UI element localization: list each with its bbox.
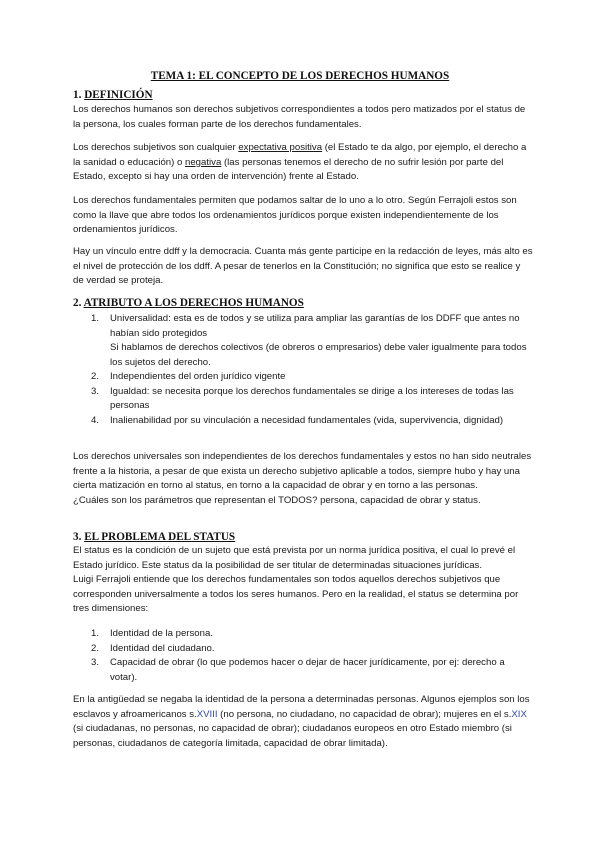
section-number: 2. [73,297,82,309]
status-dimensions-list [73,627,533,685]
section-title: ATRIBUTO A LOS DERECHOS HUMANOS [83,297,304,309]
section-heading-definicion [73,88,153,103]
section-number: 1. [73,89,82,101]
section-title: DEFINICIÓN [84,89,153,101]
paragraph: El status es la condición de un sujeto que está prevista por un norma jurídica positiva, el cual lo prevé el Estado jurídico. Este status da la posibilidad de ser titular de determinadas situaciones jurídicas. Luigi Ferrajoli entiende que los derechos fundamentales son todos aquellos derechos subjetivos que corresponden universalmente a todos los seres humanos. Pero en la realidad, el status se determina por tres dimensiones: [73,545,519,614]
paragraph: Los derechos fundamentales permiten que podamos saltar de lo uno a lo otro. Según Ferrajoli estos son como la llave que abre todos los ordenamientos jurídicos porque existen independientemente de los ordenamientos jurídicos. [73,195,517,235]
paragraph: Los derechos humanos son derechos subjetivos correspondientes a todos pero matizados por el status de la persona, los cuales forman parte de los derechos fundamentales. [73,104,526,130]
century-numeral: XIX [511,708,527,720]
list-item: 3. Capacidad de obrar (lo que podemos hacer o dejar de hacer jurídicamente, por ej: derecho a votar). [91,657,505,683]
paragraph: Los derechos universales son independientes de los derechos fundamentales y estos no han sido neutrales frente a la historia, a pesar de que exista un derecho subjetivo aplicable a todos, siempre hubo y hay una cierta matización en torno al status, en torno a la capacidad de obrar y en torno a las personas. ¿Cuáles son los parámetros que representan el TODOS? persona, capacidad de obrar y status. [73,451,532,506]
list-item: 4. Inalienabilidad por su vinculación a necesidad fundamentales (vida, supervivencia, dignidad) [91,414,504,426]
underlined-term: expectativa positiva [238,142,323,153]
attribute-list [73,312,533,428]
century-numeral: XVIII [196,708,218,720]
page-title: TEMA 1: EL CONCEPTO DE LOS DERECHOS HUMANOS [150,70,450,82]
list-item: 2. Identidad del ciudadano. [91,642,215,654]
list-item: 3. Igualdad: se necesita porque los derechos fundamentales se dirige a los intereses de todas las personas [91,385,514,411]
paragraph: En la antigüedad se negaba la identidad de la persona a determinadas personas. Algunos ejemplos son los esclavos y afroamericanos s.XVIII (no persona, no ciudadano, no capacidad de obrar); mujeres en el s.XIX (si ciudadanas, no personas, no capacidad de obrar); ciudadanos europeos en otro Estado miembro (si personas, ciudadanos de categoría limitada, capacidad de obrar limitada). [73,694,530,749]
section-number: 3. [73,531,82,543]
list-item: 1. Universalidad: esta es de todos y se utiliza para ampliar las garantías de los DDFF que antes no habían sido protegidos Si hablamos de derechos colectivos (de obreros o empresarios) debe valer igualmente para todos los sujetos del derecho. [91,313,527,368]
section-title: EL PROBLEMA DEL STATUS [84,531,236,543]
list-item: 2. Independientes del orden jurídico vigente [91,371,286,382]
paragraph: Hay un vínculo entre ddff y la democracia. Cuanta más gente participe en la redacción de leyes, más alto es el nivel de protección de los ddff. A pesar de tenerlos en la Constitución; no significa que esto se realice y de verdad se proteja. [73,246,533,286]
underlined-term: negativa [185,156,222,168]
paragraph: Los derechos subjetivos son cualquier expectativa positiva (el Estado te da algo, por ejemplo, el derecho a la sanidad o educación) o negativa (las personas tenemos el derecho de no sufrir lesión por parte del Estado, excepto si hay una orden de intervención) frente al Estado. [73,142,527,182]
section-heading-status [73,530,235,545]
section-heading-atributo [73,296,304,311]
list-item: 1. Identidad de la persona. [91,628,213,639]
